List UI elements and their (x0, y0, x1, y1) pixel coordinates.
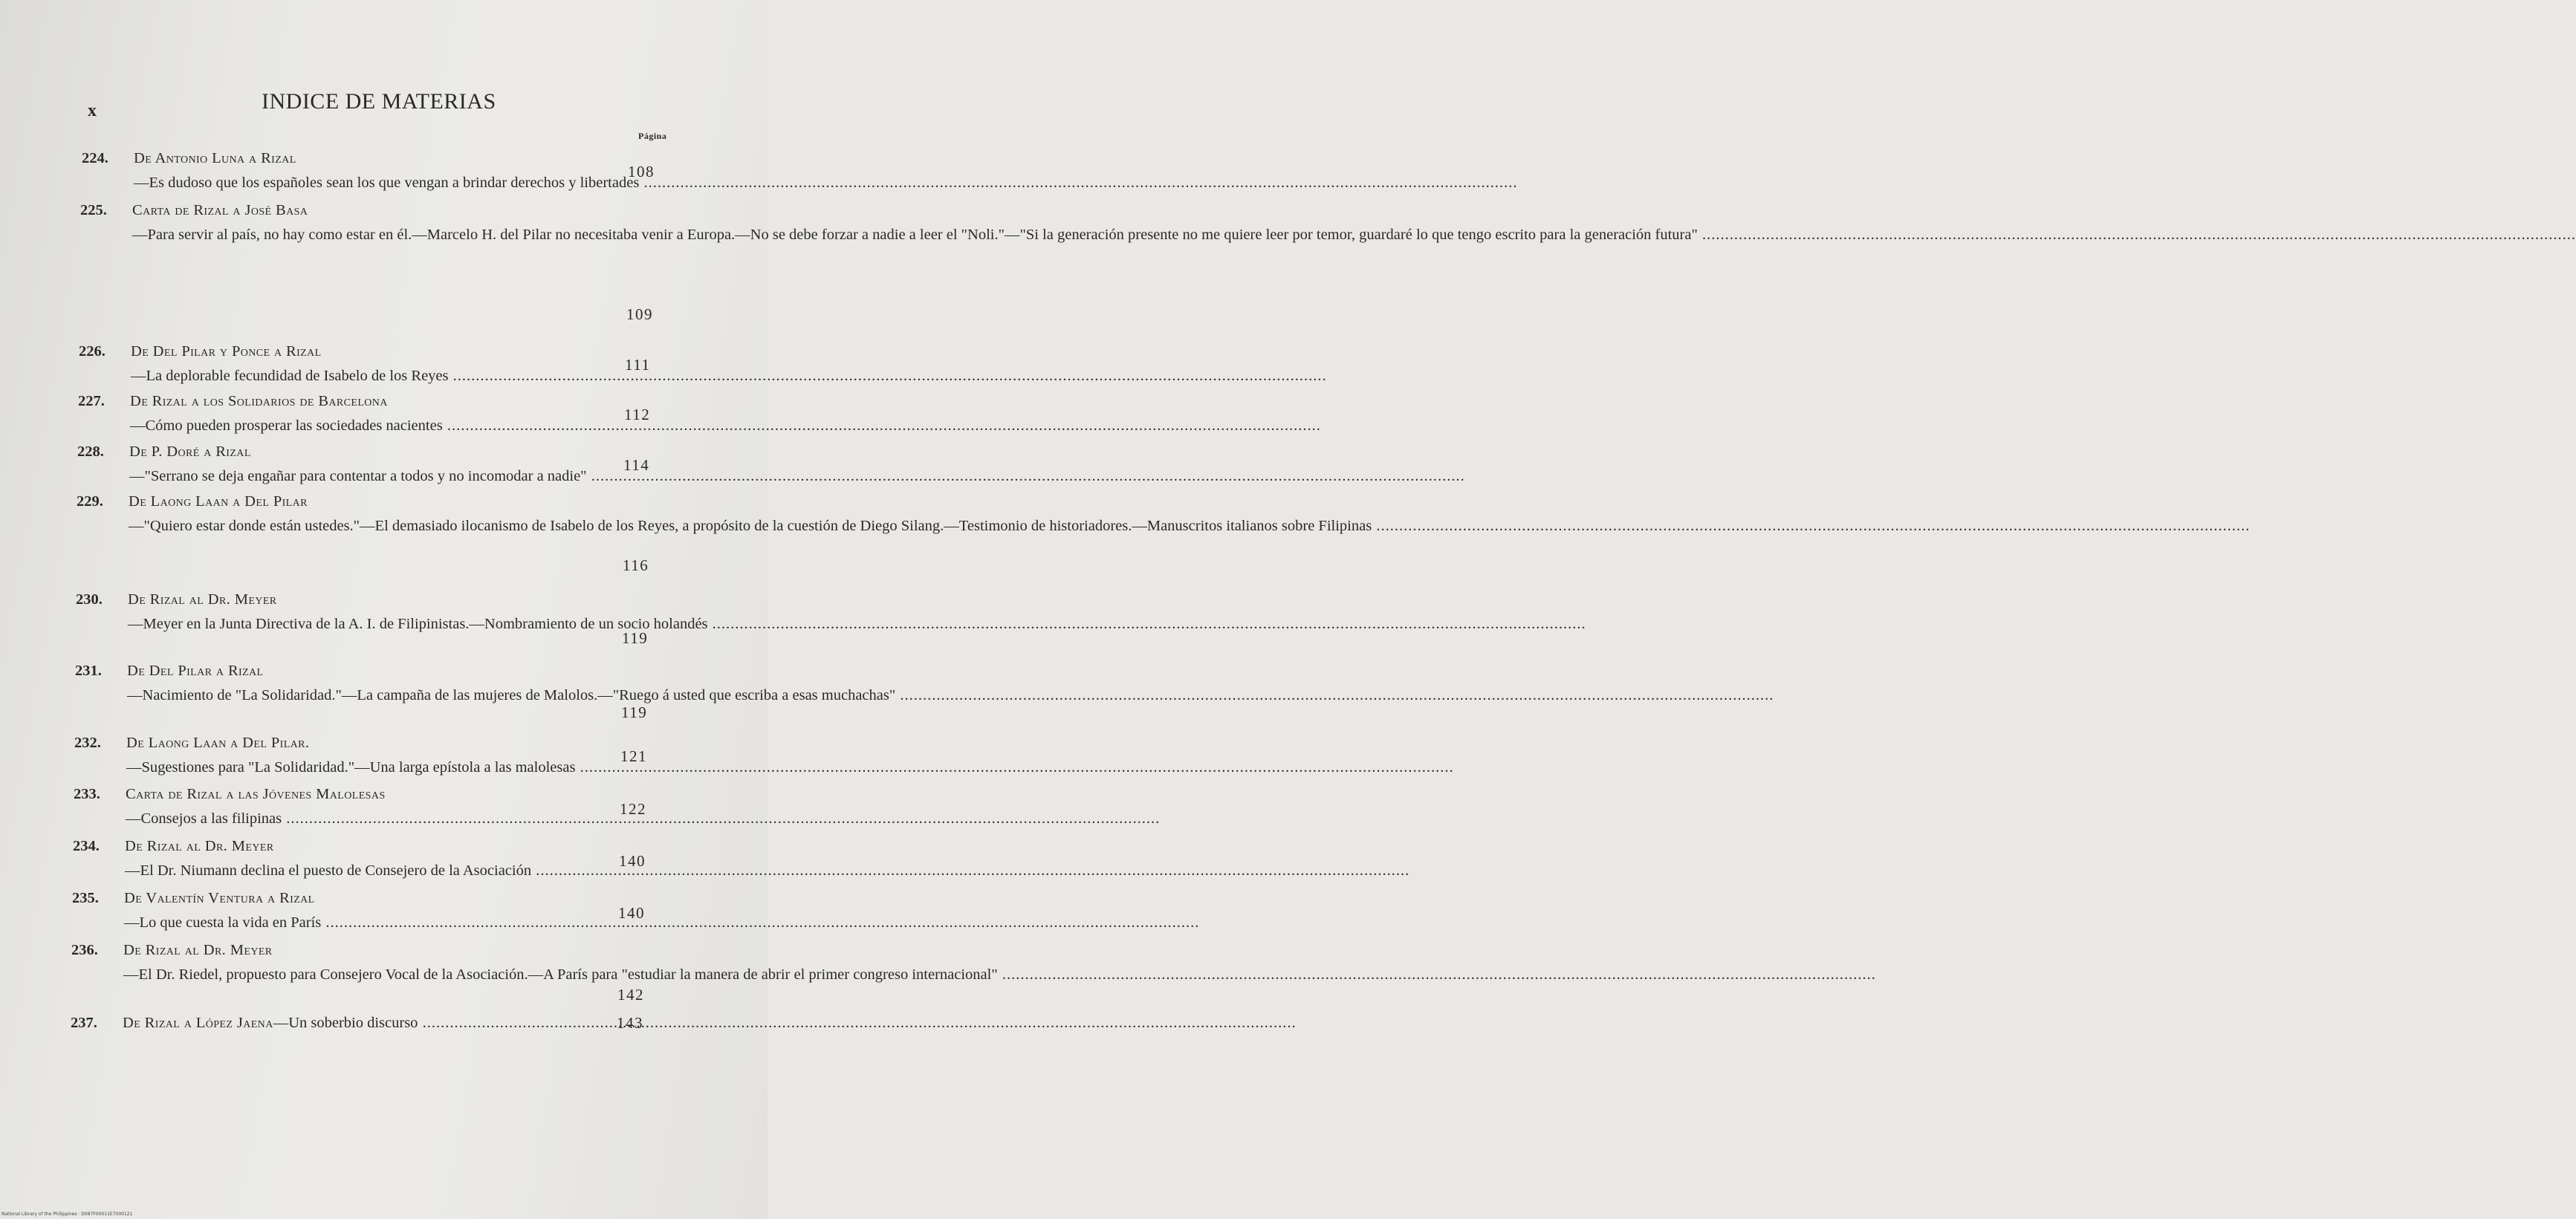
scan-credit: National Library of the Philippines · D087F00011E7000121 (1, 1212, 133, 1217)
entry-description: —Meyer en la Junta Directiva de la A. I. de Filipinistas.—Nombramiento de un socio holandés ..... (128, 616, 1586, 632)
entry-description: —La deplorable fecundidad de Isabelo de los Reyes ..... (131, 368, 1327, 384)
entry-number: 231. (75, 663, 102, 679)
page-title: INDICE DE MATERIAS (262, 89, 496, 114)
entry-text (131, 340, 591, 387)
entry-heading: De Laong Laan a Del Pilar (129, 493, 308, 510)
entry-description: —"Serrano se deja engañar para contentar a todos y no incomodar a nadie" ..... (129, 468, 1465, 484)
entry-text (132, 199, 1698, 246)
entry-text (129, 490, 1372, 537)
entry-number: 234. (73, 838, 100, 854)
entry-description: —El Dr. Riedel, propuesto para Consejero Vocal de la Asociación.—A París para "estudiar la manera de abrir el primer congreso internacional" ..... (123, 966, 1876, 983)
page-column-label: Página (638, 131, 667, 141)
entry-description: —Un soberbio discurso ..... (273, 1015, 1297, 1031)
entry-text (128, 588, 708, 635)
entry-description: —El Dr. Niumann declina el puesto de Consejero de la Asociación ..... (125, 862, 1409, 879)
entry-page-number: 116 (623, 556, 649, 574)
entry-heading: De P. Doré a Rizal (129, 443, 251, 460)
entry-heading: De Rizal al Dr. Meyer (123, 942, 273, 958)
entry-description: —Sugestiones para "La Solidaridad."—Una larga epístola a las malolesas ..... (126, 759, 1454, 776)
entry-number: 228. (77, 443, 104, 460)
entry-number: 227. (78, 393, 105, 409)
entry-heading: De Antonio Luna a Rizal (134, 150, 296, 166)
entry-text (126, 783, 586, 830)
entry-text (134, 147, 640, 194)
entry-text (123, 1012, 583, 1035)
entry-text (127, 660, 896, 706)
entry-page-number: 109 (626, 305, 653, 323)
entry-description: —Para servir al país, no hay como estar en él.—Marcelo H. del Pilar no necesitaba venir a Europa.—No se debe forzar a nadie a leer el "Noli."—"Si la generación presente no me quiere leer por temor, guardaré lo que tengo escrito para la generación futura" ..... (132, 227, 2576, 243)
entry-heading: De Del Pilar y Ponce a Rizal (131, 343, 322, 360)
entry-description: —"Quiero estar donde están ustedes."—El demasiado ilocanismo de Isabelo de los Reyes, a propósito de la cuestión de Diego Silang.—Testimonio de historiadores.—Manuscritos italianos sobre Filipinas ..... (129, 518, 2250, 534)
entry-page-number: 119 (622, 629, 649, 647)
entry-heading: De Rizal a López Jaena (123, 1015, 273, 1031)
entry-heading: De Rizal al Dr. Meyer (128, 591, 277, 608)
entry-number: 230. (76, 591, 103, 608)
entry-number: 225. (80, 202, 107, 218)
entry-heading: Carta de Rizal a José Basa (132, 202, 308, 218)
entry-page-number: 122 (620, 800, 646, 818)
entry-description: —Es dudoso que los españoles sean los que vengan a brindar derechos y libertades ..... (134, 175, 1517, 191)
entry-description: —Consejos a las filipinas ..... (126, 810, 1160, 827)
entry-text (124, 887, 585, 934)
entry-page-number: 119 (621, 703, 648, 721)
entry-page-number: 114 (623, 456, 650, 474)
entry-page-number: 112 (624, 406, 651, 423)
entry-text (130, 390, 591, 437)
entry-description: —Lo que cuesta la vida en París ..... (124, 914, 1199, 931)
entry-number: 229. (77, 493, 103, 510)
entry-text (129, 441, 590, 487)
entry-heading: De Rizal al Dr. Meyer (125, 838, 274, 854)
entry-number: 233. (74, 786, 100, 802)
entry-page-number: 111 (625, 356, 651, 374)
entry-page-number: 140 (618, 904, 645, 922)
entry-heading: De Rizal a los Solidarios de Barcelona (130, 393, 388, 409)
folio-number: x (88, 101, 97, 120)
entry-page-number: 142 (617, 986, 644, 1004)
entry-number: 236. (71, 942, 98, 958)
entry-number: 235. (72, 890, 99, 906)
entry-text (125, 835, 585, 882)
entry-heading: Carta de Rizal a las Jóvenes Malolesas (126, 786, 386, 802)
entry-description: —Cómo pueden prosperar las sociedades nacientes ..... (130, 417, 1321, 434)
entry-page-number: 140 (619, 852, 646, 870)
entry-number: 226. (79, 343, 106, 360)
entry-description: —Nacimiento de "La Solidaridad."—La campaña de las mujeres de Malolos.—"Ruego á usted que escriba a esas muchachas" ..... (127, 687, 1774, 703)
entry-page-number: 108 (628, 163, 655, 181)
entry-number: 237. (71, 1015, 97, 1031)
entry-heading: De Valentín Ventura a Rizal (124, 890, 315, 906)
entry-page-number: 143 (617, 1014, 643, 1032)
entry-number: 224. (82, 150, 108, 166)
entry-heading: De Del Pilar a Rizal (127, 663, 264, 679)
entry-text (126, 732, 587, 778)
entry-page-number: 121 (620, 747, 647, 765)
entry-number: 232. (74, 735, 101, 751)
entry-text (123, 939, 998, 986)
entry-heading: De Laong Laan a Del Pilar. (126, 735, 310, 751)
